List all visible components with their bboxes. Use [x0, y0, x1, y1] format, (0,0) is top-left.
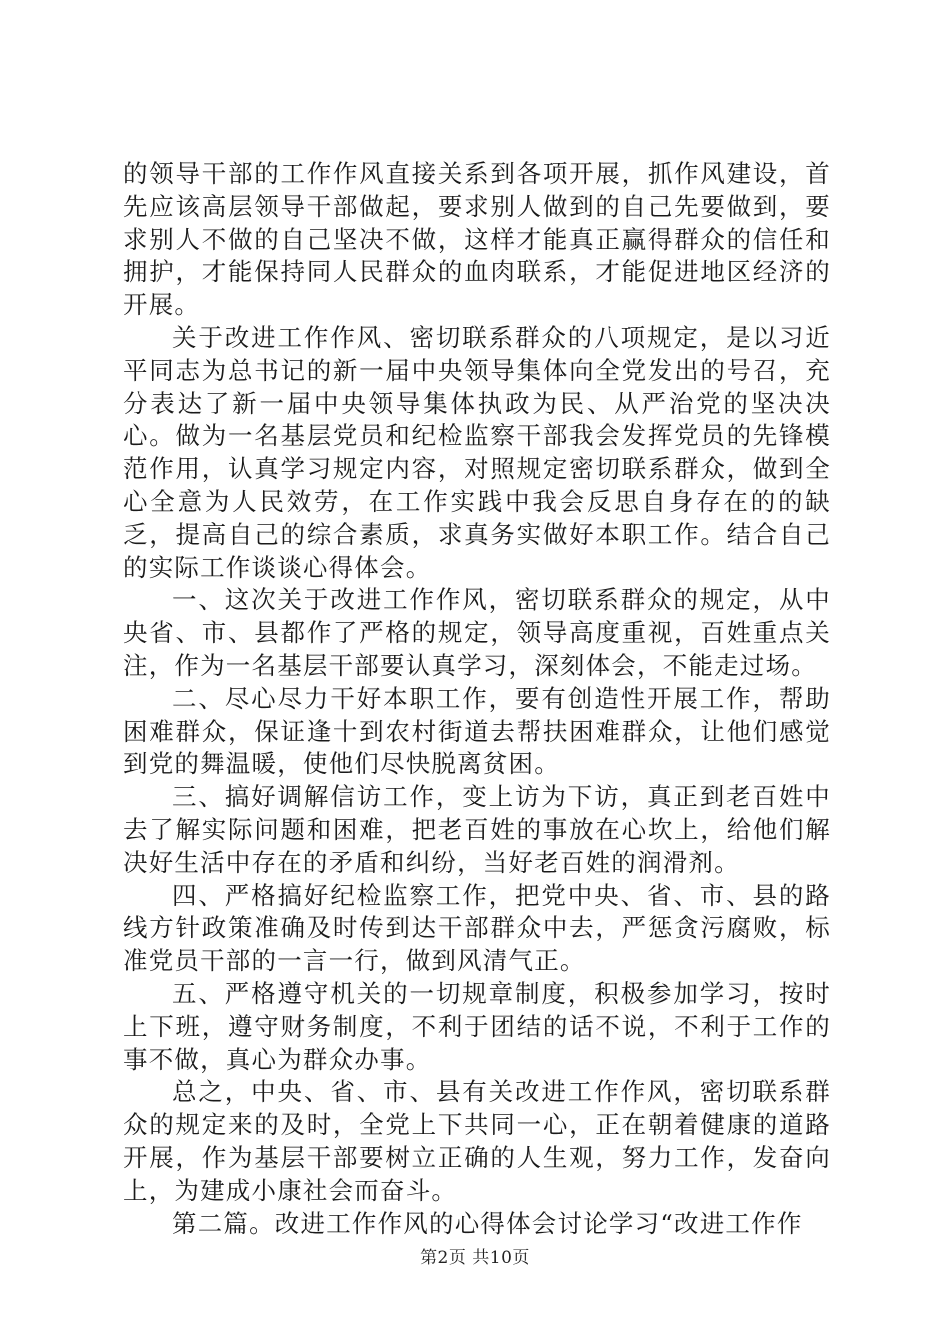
- paragraph-continued: 的领导干部的工作作风直接关系到各项开展，抓作风建设，首先应该高层领导干部做起，要求别人做到的自己先要做到，要求别人不做的自己坚决不做，这样才能真正赢得群众的信任和拥护，才能保持同人民群众的血肉联系，才能促进地区经济的开展。: [123, 159, 831, 320]
- paragraph-second-article-heading: 第二篇。改进工作作风的心得体会讨论学习“改进工作作: [172, 1208, 803, 1238]
- paragraph-summary: 总之，中央、省、市、县有关改进工作作风，密切联系群众的规定来的及时，全党上下共同一心，正在朝着健康的道路开展，作为基层干部要树立正确的人生观，努力工作，发奋向上，为建成小康社会而奋斗。: [123, 1077, 831, 1205]
- paragraph-point-one: 一、这次关于改进工作作风，密切联系群众的规定，从中央省、市、县都作了严格的规定，领导高度重视，百姓重点关注，作为一名基层干部要认真学习，深刻体会，不能走过场。: [123, 585, 831, 680]
- body-text: [123, 158, 831, 1240]
- paragraph-point-five: 五、严格遵守机关的一切规章制度，积极参加学习，按时上下班，遵守财务制度，不利于团结的话不说，不利于工作的事不做，真心为群众办事。: [123, 978, 831, 1074]
- paragraph-point-two: 二、尽心尽力干好本职工作，要有创造性开展工作，帮助困难群众，保证逢十到农村街道去帮扶困难群众，让他们感觉到党的舞温暖，使他们尽快脱离贫困。: [123, 683, 831, 779]
- paragraph-eight-rules: 关于改进工作作风、密切联系群众的八项规定，是以习近平同志为总书记的新一届中央领导集体向全党发出的号召，充分表达了新一届中央领导集体执政为民、从严治党的坚决决心。做为一名基层党员和纪检监察干部我会发挥党员的先锋模范作用，认真学习规定内容，对照规定密切联系群众，做到全心全意为人民效劳，在工作实践中我会反思自身存在的的缺乏，提高自己的综合素质，求真务实做好本职工作。结合自己的实际工作谈谈心得体会。: [123, 322, 831, 582]
- page-number: 第2页 共10页: [420, 1248, 530, 1268]
- paragraph-point-three: 三、搞好调解信访工作，变上访为下访，真正到老百姓中去了解实际问题和困难，把老百姓的事放在心坎上，给他们解决好生活中存在的矛盾和纠纷，当好老百姓的润滑剂。: [123, 782, 831, 877]
- paragraph-point-four: 四、严格搞好纪检监察工作，把党中央、省、市、县的路线方针政策准确及时传到达干部群众中去，严惩贪污腐败，标准党员干部的一言一行，做到风清气正。: [123, 880, 831, 976]
